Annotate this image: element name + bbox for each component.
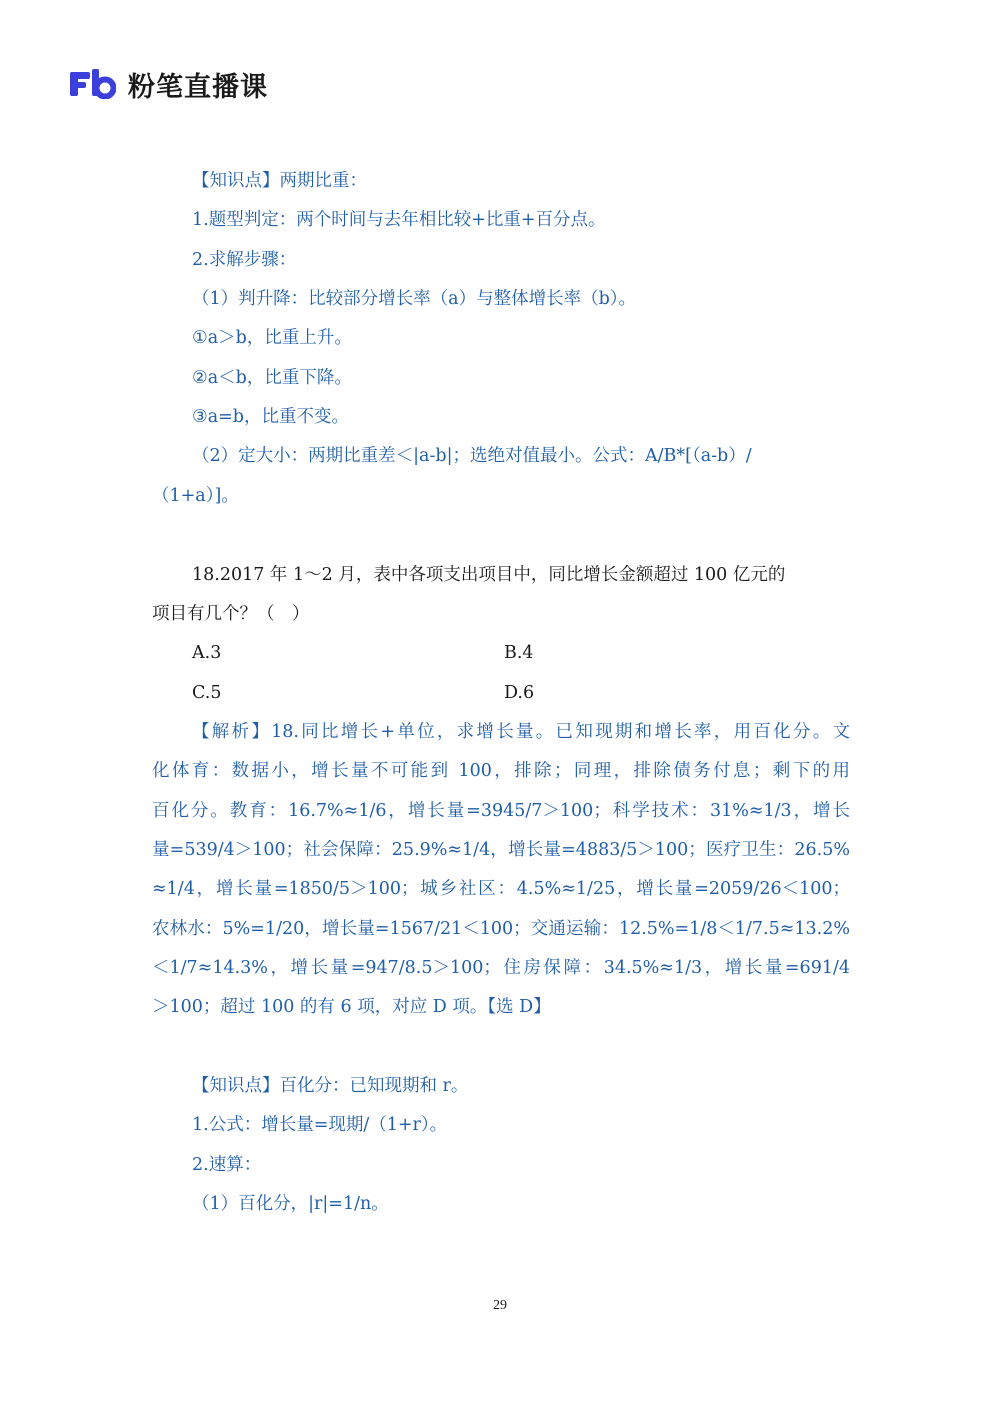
formula-line: （2）定大小：两期比重差＜|a-b|；选绝对值最小。公式：A/B*[（a-b）/ bbox=[192, 446, 752, 466]
knowledge-line: 2.求解步骤： bbox=[192, 250, 297, 270]
analysis-line: ＞100；超过 100 的有 6 项，对应 D 项。【选 D】 bbox=[152, 997, 551, 1017]
fenbi-logo-icon bbox=[70, 69, 116, 99]
option-b: B.4 bbox=[504, 643, 534, 663]
analysis-line: 农林水：5%=1/20，增长量=1567/21＜100；交通运输：12.5%=1/8＜1/7.5≈13.2% bbox=[152, 919, 850, 939]
option-c: C.5 bbox=[192, 683, 222, 703]
analysis-line: ＜1/7≈14.3%，增长量=947/8.5＞100；住房保障：34.5%≈1/3，增长量=691/4 bbox=[152, 958, 850, 978]
brand-logo bbox=[70, 66, 268, 102]
knowledge-line: （1）百化分，|r|=1/n。 bbox=[192, 1194, 389, 1214]
knowledge-line: ②a＜b，比重下降。 bbox=[192, 368, 352, 388]
knowledge-line: 1.公式：增长量=现期/（1+r）。 bbox=[192, 1115, 448, 1135]
option-d: D.6 bbox=[504, 683, 535, 703]
question-text: 18.2017 年 1～2 月，表中各项支出项目中，同比增长金额超过 100 亿元的 bbox=[192, 565, 786, 585]
analysis-line: 【解析】18.同比增长+单位，求增长量。已知现期和增长率，用百化分。文 bbox=[192, 722, 850, 742]
knowledge-title-2: 【知识点】百化分：已知现期和 r。 bbox=[192, 1076, 469, 1096]
knowledge-line: （1）判升降：比较部分增长率（a）与整体增长率（b）。 bbox=[192, 289, 637, 309]
page-number: 29 bbox=[493, 1298, 507, 1313]
knowledge-line: 1.题型判定：两个时间与去年相比较+比重+百分点。 bbox=[192, 210, 606, 230]
logo-text: 粉笔直播课 bbox=[128, 71, 268, 103]
knowledge-line: ①a＞b，比重上升。 bbox=[192, 328, 352, 348]
option-a: A.3 bbox=[192, 643, 222, 663]
formula-line-cont: （1+a）]。 bbox=[152, 486, 239, 506]
knowledge-line: ③a=b，比重不变。 bbox=[192, 407, 349, 427]
analysis-line: 化体育：数据小，增长量不可能到 100，排除；同理，排除债务付息；剩下的用 bbox=[152, 761, 850, 781]
analysis-line: 量=539/4＞100；社会保障：25.9%≈1/4，增长量=4883/5＞100；医疗卫生：26.5% bbox=[152, 840, 850, 860]
knowledge-title-1: 【知识点】两期比重： bbox=[192, 171, 367, 191]
question-text-cont: 项目有几个？（ ） bbox=[152, 604, 310, 624]
knowledge-line: 2.速算： bbox=[192, 1155, 262, 1175]
analysis-line: ≈1/4，增长量=1850/5＞100；城乡社区：4.5%≈1/25，增长量=2059/26＜100； bbox=[152, 879, 850, 899]
analysis-line: 百化分。教育：16.7%≈1/6，增长量=3945/7＞100；科学技术：31%≈1/3，增长 bbox=[152, 801, 850, 821]
